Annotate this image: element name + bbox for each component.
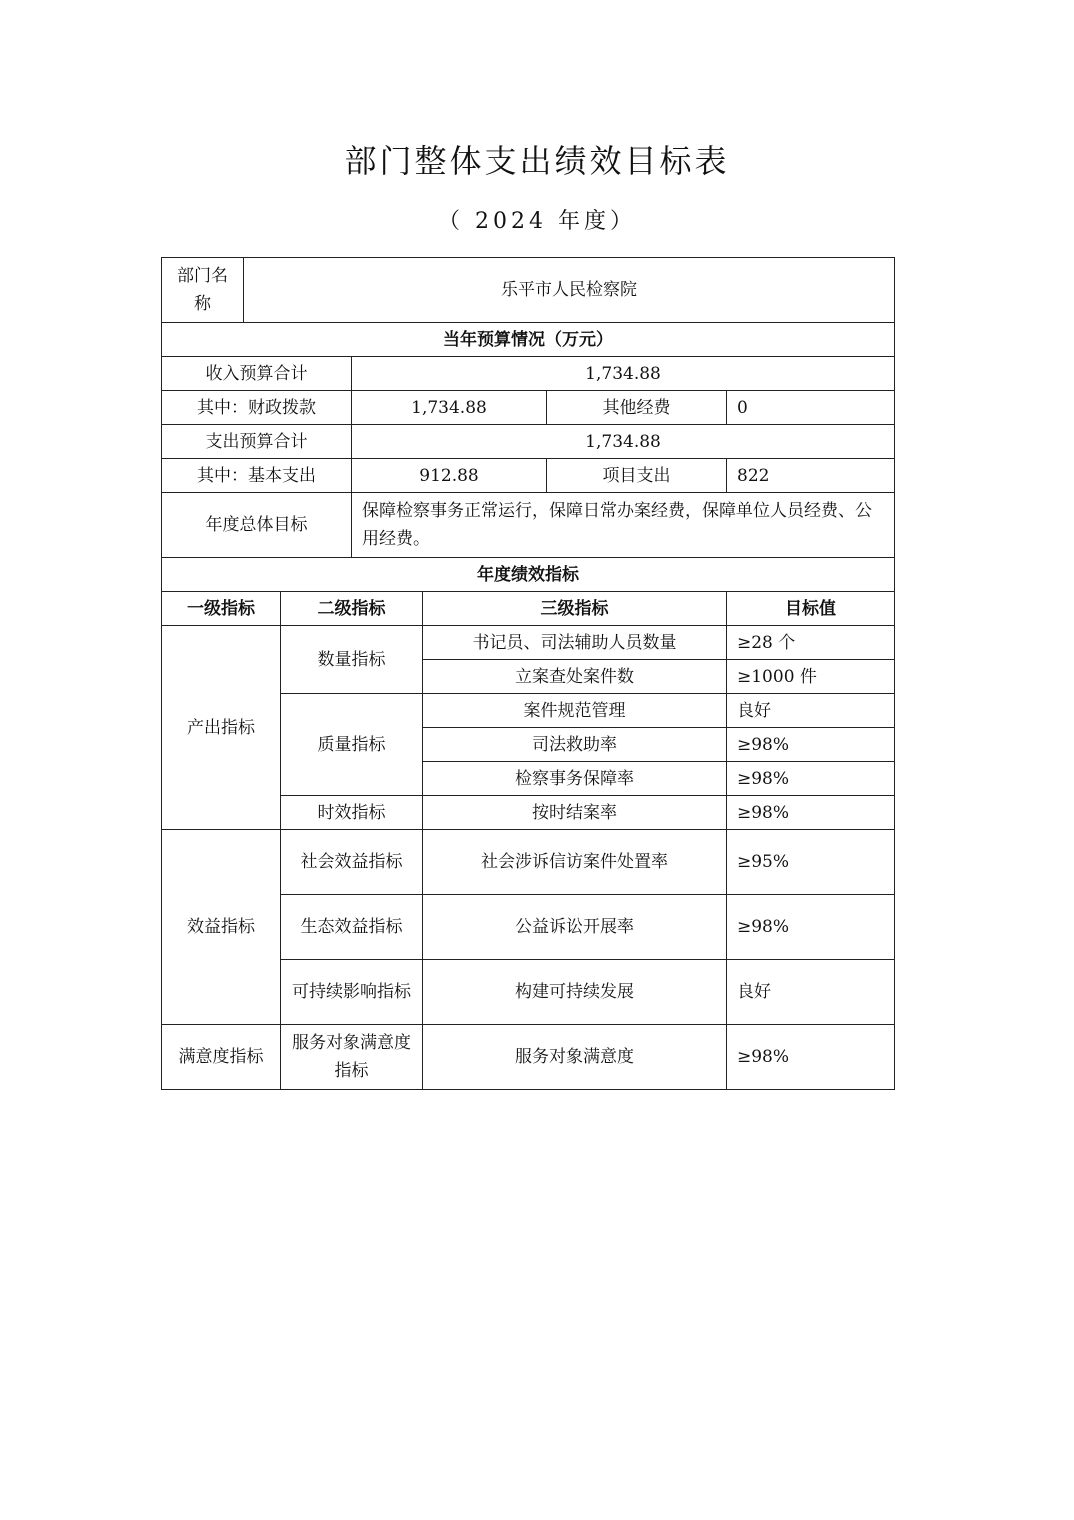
sustain-label: 可持续影响指标 [281, 960, 423, 1025]
timeliness-label: 时效指标 [281, 796, 423, 830]
indicator-target: ≥28 个 [727, 626, 895, 660]
page-title: 部门整体支出绩效目标表 [344, 142, 730, 180]
indicator-target: ≥1000 件 [727, 660, 895, 694]
income-total-label: 收入预算合计 [162, 357, 352, 391]
quality-label: 质量指标 [281, 694, 423, 796]
table-row [162, 1025, 895, 1090]
benefit-label: 效益指标 [162, 830, 281, 1025]
fiscal-label: 其中：财政拨款 [162, 391, 352, 425]
indicator-name: 社会涉诉信访案件处置率 [423, 830, 727, 895]
income-total-row [162, 357, 895, 391]
dept-label: 部门名称 [162, 258, 244, 323]
indicator-target: ≥98% [727, 762, 895, 796]
satisfaction-label: 满意度指标 [162, 1025, 281, 1090]
indicator-name: 构建可持续发展 [423, 960, 727, 1025]
project-label: 项目支出 [547, 459, 727, 493]
income-total-value: 1,734.88 [352, 357, 895, 391]
header-target: 目标值 [727, 592, 895, 626]
indicator-name: 司法救助率 [423, 728, 727, 762]
indicator-target: ≥98% [727, 728, 895, 762]
header-level2: 二级指标 [281, 592, 423, 626]
performance-section-title: 年度绩效指标 [162, 558, 895, 592]
expense-total-row [162, 425, 895, 459]
indicator-target: ≥98% [727, 895, 895, 960]
quantity-label: 数量指标 [281, 626, 423, 694]
goal-row [162, 493, 895, 558]
indicator-target: 良好 [727, 960, 895, 1025]
dept-value: 乐平市人民检察院 [244, 258, 895, 323]
indicator-target: 良好 [727, 694, 895, 728]
indicator-name: 服务对象满意度 [423, 1025, 727, 1090]
dept-row [162, 258, 895, 323]
expense-total-value: 1,734.88 [352, 425, 895, 459]
eco-label: 生态效益指标 [281, 895, 423, 960]
indicator-target: ≥98% [727, 1025, 895, 1090]
table-row [162, 830, 895, 895]
indicator-name: 检察事务保障率 [423, 762, 727, 796]
goal-label: 年度总体目标 [162, 493, 352, 558]
basic-value: 912.88 [352, 459, 547, 493]
header-level1: 一级指标 [162, 592, 281, 626]
fiscal-row [162, 391, 895, 425]
satisfaction-sub-label: 服务对象满意度指标 [281, 1025, 423, 1090]
basic-row [162, 459, 895, 493]
indicator-name: 案件规范管理 [423, 694, 727, 728]
budget-section-title: 当年预算情况（万元） [162, 323, 895, 357]
header-level3: 三级指标 [423, 592, 727, 626]
indicator-name: 按时结案率 [423, 796, 727, 830]
indicator-name: 立案查处案件数 [423, 660, 727, 694]
indicator-name: 书记员、司法辅助人员数量 [423, 626, 727, 660]
indicator-name: 公益诉讼开展率 [423, 895, 727, 960]
budget-section-row [162, 323, 895, 357]
fiscal-value: 1,734.88 [352, 391, 547, 425]
goal-value: 保障检察事务正常运行，保障日常办案经费，保障单位人员经费、公用经费。 [352, 493, 895, 558]
output-label: 产出指标 [162, 626, 281, 830]
basic-label: 其中：基本支出 [162, 459, 352, 493]
performance-table [161, 257, 895, 1090]
performance-section-row [162, 558, 895, 592]
year-label: （ 2024 年度） [438, 209, 636, 234]
indicator-target: ≥98% [727, 796, 895, 830]
header-row [162, 592, 895, 626]
indicator-target: ≥95% [727, 830, 895, 895]
other-value: 0 [727, 391, 895, 425]
table-row [162, 626, 895, 660]
expense-total-label: 支出预算合计 [162, 425, 352, 459]
project-value: 822 [727, 459, 895, 493]
other-label: 其他经费 [547, 391, 727, 425]
social-label: 社会效益指标 [281, 830, 423, 895]
